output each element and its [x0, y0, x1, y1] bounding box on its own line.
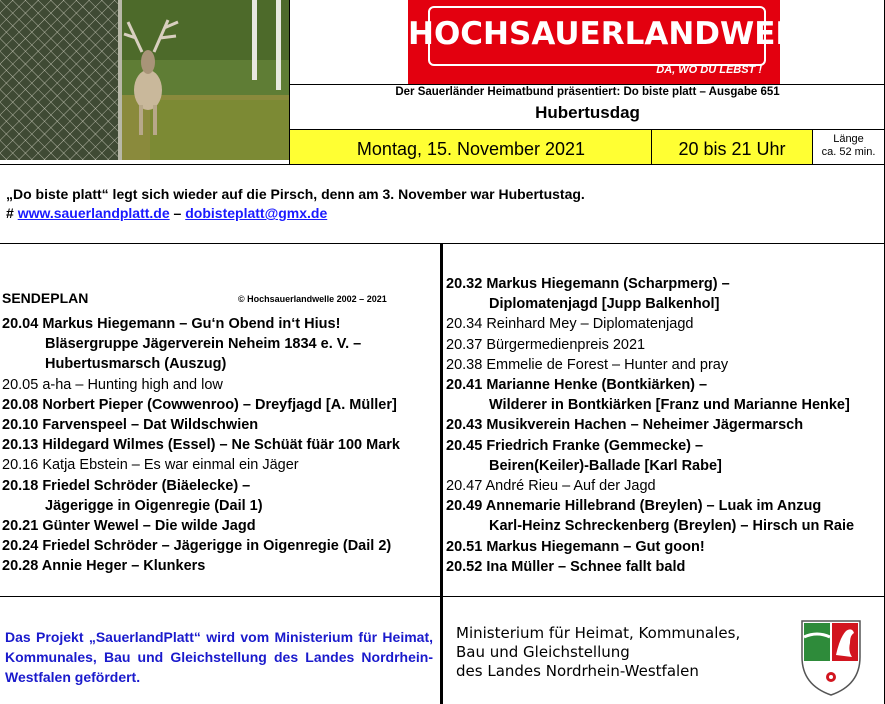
schedule-row: 20.04 Markus Hiegemann – Gu‘n Obend in‘t Hius!: [2, 316, 341, 332]
length-value: ca. 52 min.: [821, 146, 876, 158]
schedule-row: Beiren(Keiler)-Ballade [Karl Rabe]: [489, 457, 722, 474]
schedule-row: Diplomatenjagd [Jupp Balkenhol]: [489, 296, 720, 313]
schedule-row: 20.24 Friedel Schröder – Jägerigge in Oigenregie (Dail 2): [2, 538, 392, 555]
schedule-row: 20.52 Ina Müller – Schnee fallt bald: [446, 558, 686, 575]
schedule-row: 20.37 Bürgermedienpreis 2021: [446, 336, 646, 353]
schedule-row: 20.16 Katja Ebstein – Es war einmal ein Jäger: [2, 457, 299, 474]
schedule-row: 20.41 Marianne Henke (Bontkiärken) –: [446, 377, 708, 394]
schedule-row: 20.08 Norbert Pieper (Cowwenroo) – Dreyfjagd [A. Müller]: [2, 396, 397, 413]
schedule-left-column: [2, 314, 400, 577]
length-label: Länge: [833, 133, 864, 145]
schedule-row: 20.18 Friedel Schröder (Biäelecke) –: [2, 477, 251, 494]
ministry-name: [456, 624, 740, 681]
email-link[interactable]: dobisteplatt@gmx.de: [185, 205, 328, 221]
divider: [289, 0, 290, 164]
schedule-row: 20.28 Annie Heger – Klunkers: [2, 558, 206, 575]
deer-photo: [0, 0, 290, 160]
intro-text: „Do biste platt“ legt sich wieder auf die Pirsch, denn am 3. November war Hubertustag.: [6, 186, 585, 202]
copyright-note: © Hochsauerlandwelle 2002 – 2021: [238, 294, 387, 304]
divider: [290, 129, 885, 130]
schedule-row: 20.49 Annemarie Hillebrand (Breylen) – Luak im Anzug: [446, 498, 822, 515]
episode-title: Hubertusdag: [535, 103, 640, 122]
divider: [290, 84, 885, 85]
schedule-row: 20.38 Emmelie de Forest – Hunter and pray: [446, 356, 729, 373]
schedule-row: 20.13 Hildegard Wilmes (Essel) – Ne Schüät füär 100 Mark: [2, 437, 400, 454]
ministry-line: Ministerium für Heimat, Kommunales,: [456, 624, 741, 642]
schedule-row: Wilderer in Bontkiärken [Franz und Marianne Henke]: [489, 397, 850, 414]
schedule-row: 20.21 Günter Wewel – Die wilde Jagd: [2, 518, 256, 535]
schedule-row: 20.51 Markus Hiegemann – Gut goon!: [446, 538, 705, 555]
schedule-row: 20.05 a-ha – Hunting high and low: [2, 376, 223, 393]
schedule-row: Jägerigge in Oigenregie (Dail 1): [45, 497, 263, 514]
schedule-row: 20.34 Reinhard Mey – Diplomatenjagd: [446, 316, 694, 333]
presents-line: Der Sauerländer Heimatbund präsentiert: Do biste platt – Ausgabe 651: [395, 86, 780, 98]
schedule-row: 20.43 Musikverein Hachen – Neheimer Jägermarsch: [446, 417, 804, 434]
schedule-row: Karl-Heinz Schreckenberg (Breylen) – Hirsch un Raie: [489, 518, 855, 535]
funding-note: Das Projekt „SauerlandPlatt“ wird vom Ministerium für Heimat, Kommunales, Bau und Gleichstellung des Landes Nordrhein-Westfalen gefördert.: [5, 629, 433, 685]
hash-mark: #: [6, 205, 18, 221]
ministry-line: des Landes Nordrhein-Westfalen: [456, 662, 699, 680]
schedule-heading: SENDEPLAN: [2, 290, 89, 306]
broadcast-time: 20 bis 21 Uhr: [678, 139, 786, 159]
hochsauerlandwelle-logo: [408, 0, 837, 84]
divider: [812, 130, 813, 164]
column-divider: [440, 244, 443, 704]
schedule-row: 20.45 Friedrich Franke (Gemmecke) –: [446, 437, 704, 454]
divider: [0, 164, 885, 165]
contact-links: [6, 205, 327, 221]
broadcast-date: Montag, 15. November 2021: [356, 139, 586, 159]
website-link[interactable]: www.sauerlandplatt.de: [17, 205, 170, 221]
logo-slogan: DA, WO DU LEBST !: [656, 64, 762, 76]
schedule-row: Bläsergruppe Jägerverein Neheim 1834 e. V. –: [45, 336, 362, 353]
schedule-row: 20.32 Markus Hiegemann (Scharpmerg) –: [446, 276, 730, 292]
logo-name: HOCHSAUERLANDWELLE: [408, 16, 837, 52]
link-separator: –: [169, 205, 186, 221]
schedule-row: 20.10 Farvenspeel – Dat Wildschwien: [2, 417, 259, 434]
nrw-crest-icon: [800, 617, 862, 697]
schedule-right-column: [446, 274, 854, 577]
ministry-line: Bau und Gleichstellung: [456, 643, 630, 661]
schedule-row: Hubertusmarsch (Auszug): [45, 356, 227, 373]
schedule-row: 20.47 André Rieu – Auf der Jagd: [446, 478, 656, 495]
divider: [651, 130, 652, 164]
